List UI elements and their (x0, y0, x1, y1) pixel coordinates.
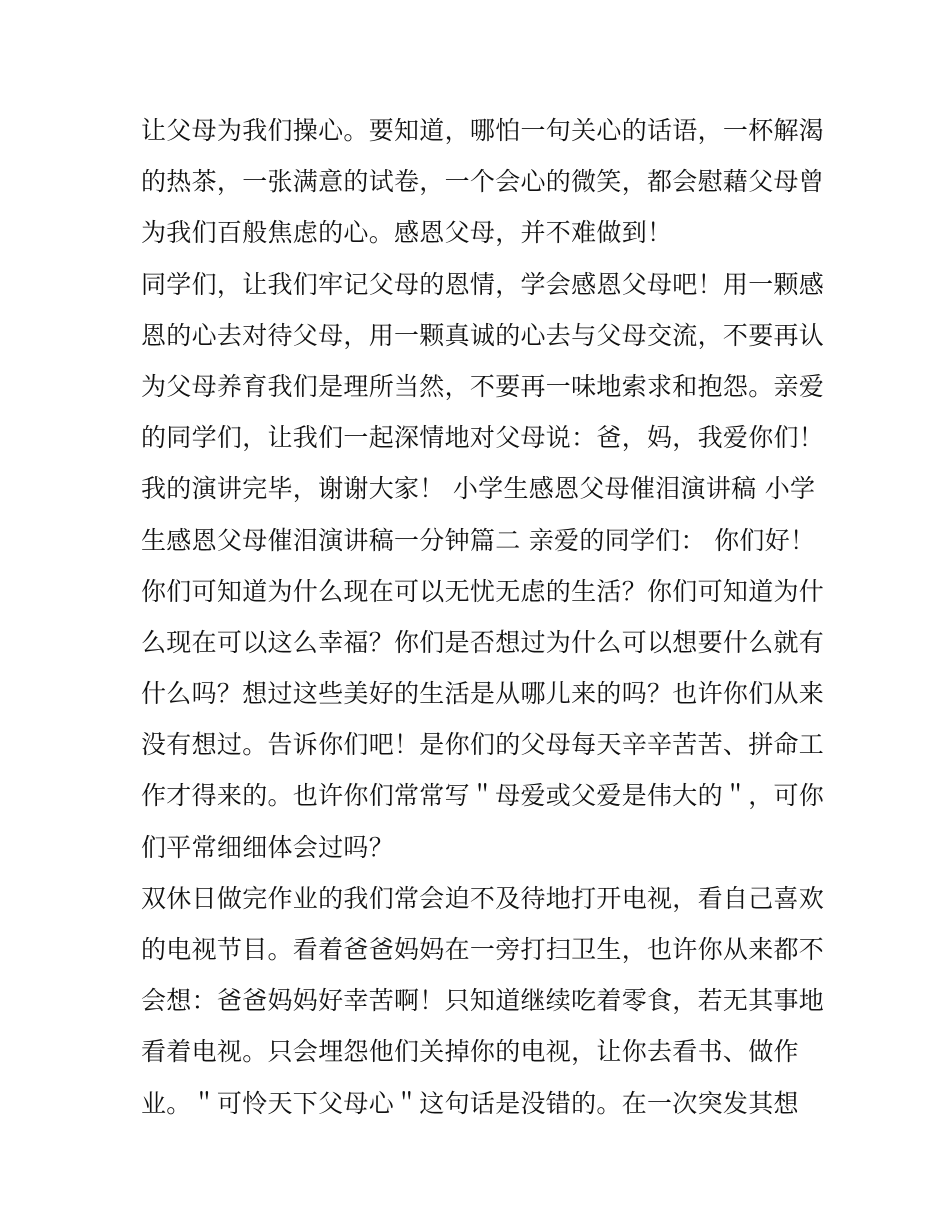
body-text (141, 105, 825, 1129)
text-line: 业。＂可怜天下父母心＂这句话是没错的。在一次突发其想 (141, 1088, 799, 1118)
text-line: 没有想过。告诉你们吧！是你们的父母每天辛辛苦苦、拼命工 (141, 730, 825, 760)
text-line: 作才得来的。也许你们常常写＂母爱或父爱是伟大的＂，可你 (141, 781, 825, 811)
text-line: 的电视节目。看着爸爸妈妈在一旁打扫卫生，也许你从来都不 (141, 935, 825, 964)
text-line: 为我们百般焦虑的心。感恩父母，并不难做到！ (141, 218, 673, 248)
text-line: 们平常细细体会过吗？ (141, 832, 395, 862)
text-line: 让父母为我们操心。要知道，哪怕一句关心的话语，一杯解渴 (141, 116, 825, 145)
text-line: 你们可知道为什么现在可以无忧无虑的生活？你们可知道为什 (141, 576, 825, 606)
text-line: 会想：爸爸妈妈好幸苦啊！只知道继续吃着零食，若无其事地 (141, 986, 825, 1016)
text-line: 为父母养育我们是理所当然，不要再一味地索求和抱怨。亲爱 (141, 371, 825, 401)
text-line: 生感恩父母催泪演讲稿一分钟篇二 亲爱的同学们： 你们好！ (141, 525, 816, 555)
text-line: 看着电视。只会埋怨他们关掉你的电视，让你去看书、做作 (141, 1037, 799, 1067)
text-line: 同学们，让我们牢记父母的恩情，学会感恩父母吧！用一颗感 (141, 269, 825, 299)
text-line: 么现在可以这么幸福？你们是否想过为什么可以想要什么就有 (141, 627, 825, 657)
text-line: 恩的心去对待父母，用一颗真诚的心去与父母交流，不要再认 (141, 320, 825, 350)
text-line: 双休日做完作业的我们常会迫不及待地打开电视，看自己喜欢 (141, 883, 825, 913)
text-line: 什么吗？想过这些美好的生活是从哪儿来的吗？也许你们从来 (141, 679, 825, 709)
text-line: 我的演讲完毕，谢谢大家！ 小学生感恩父母催泪演讲稿 小学 (141, 474, 816, 504)
text-line: 的同学们，让我们一起深情地对父母说：爸，妈，我爱你们！ (141, 423, 825, 453)
text-line: 的热茶，一张满意的试卷，一个会心的微笑，都会慰藉父母曾 (141, 167, 825, 197)
